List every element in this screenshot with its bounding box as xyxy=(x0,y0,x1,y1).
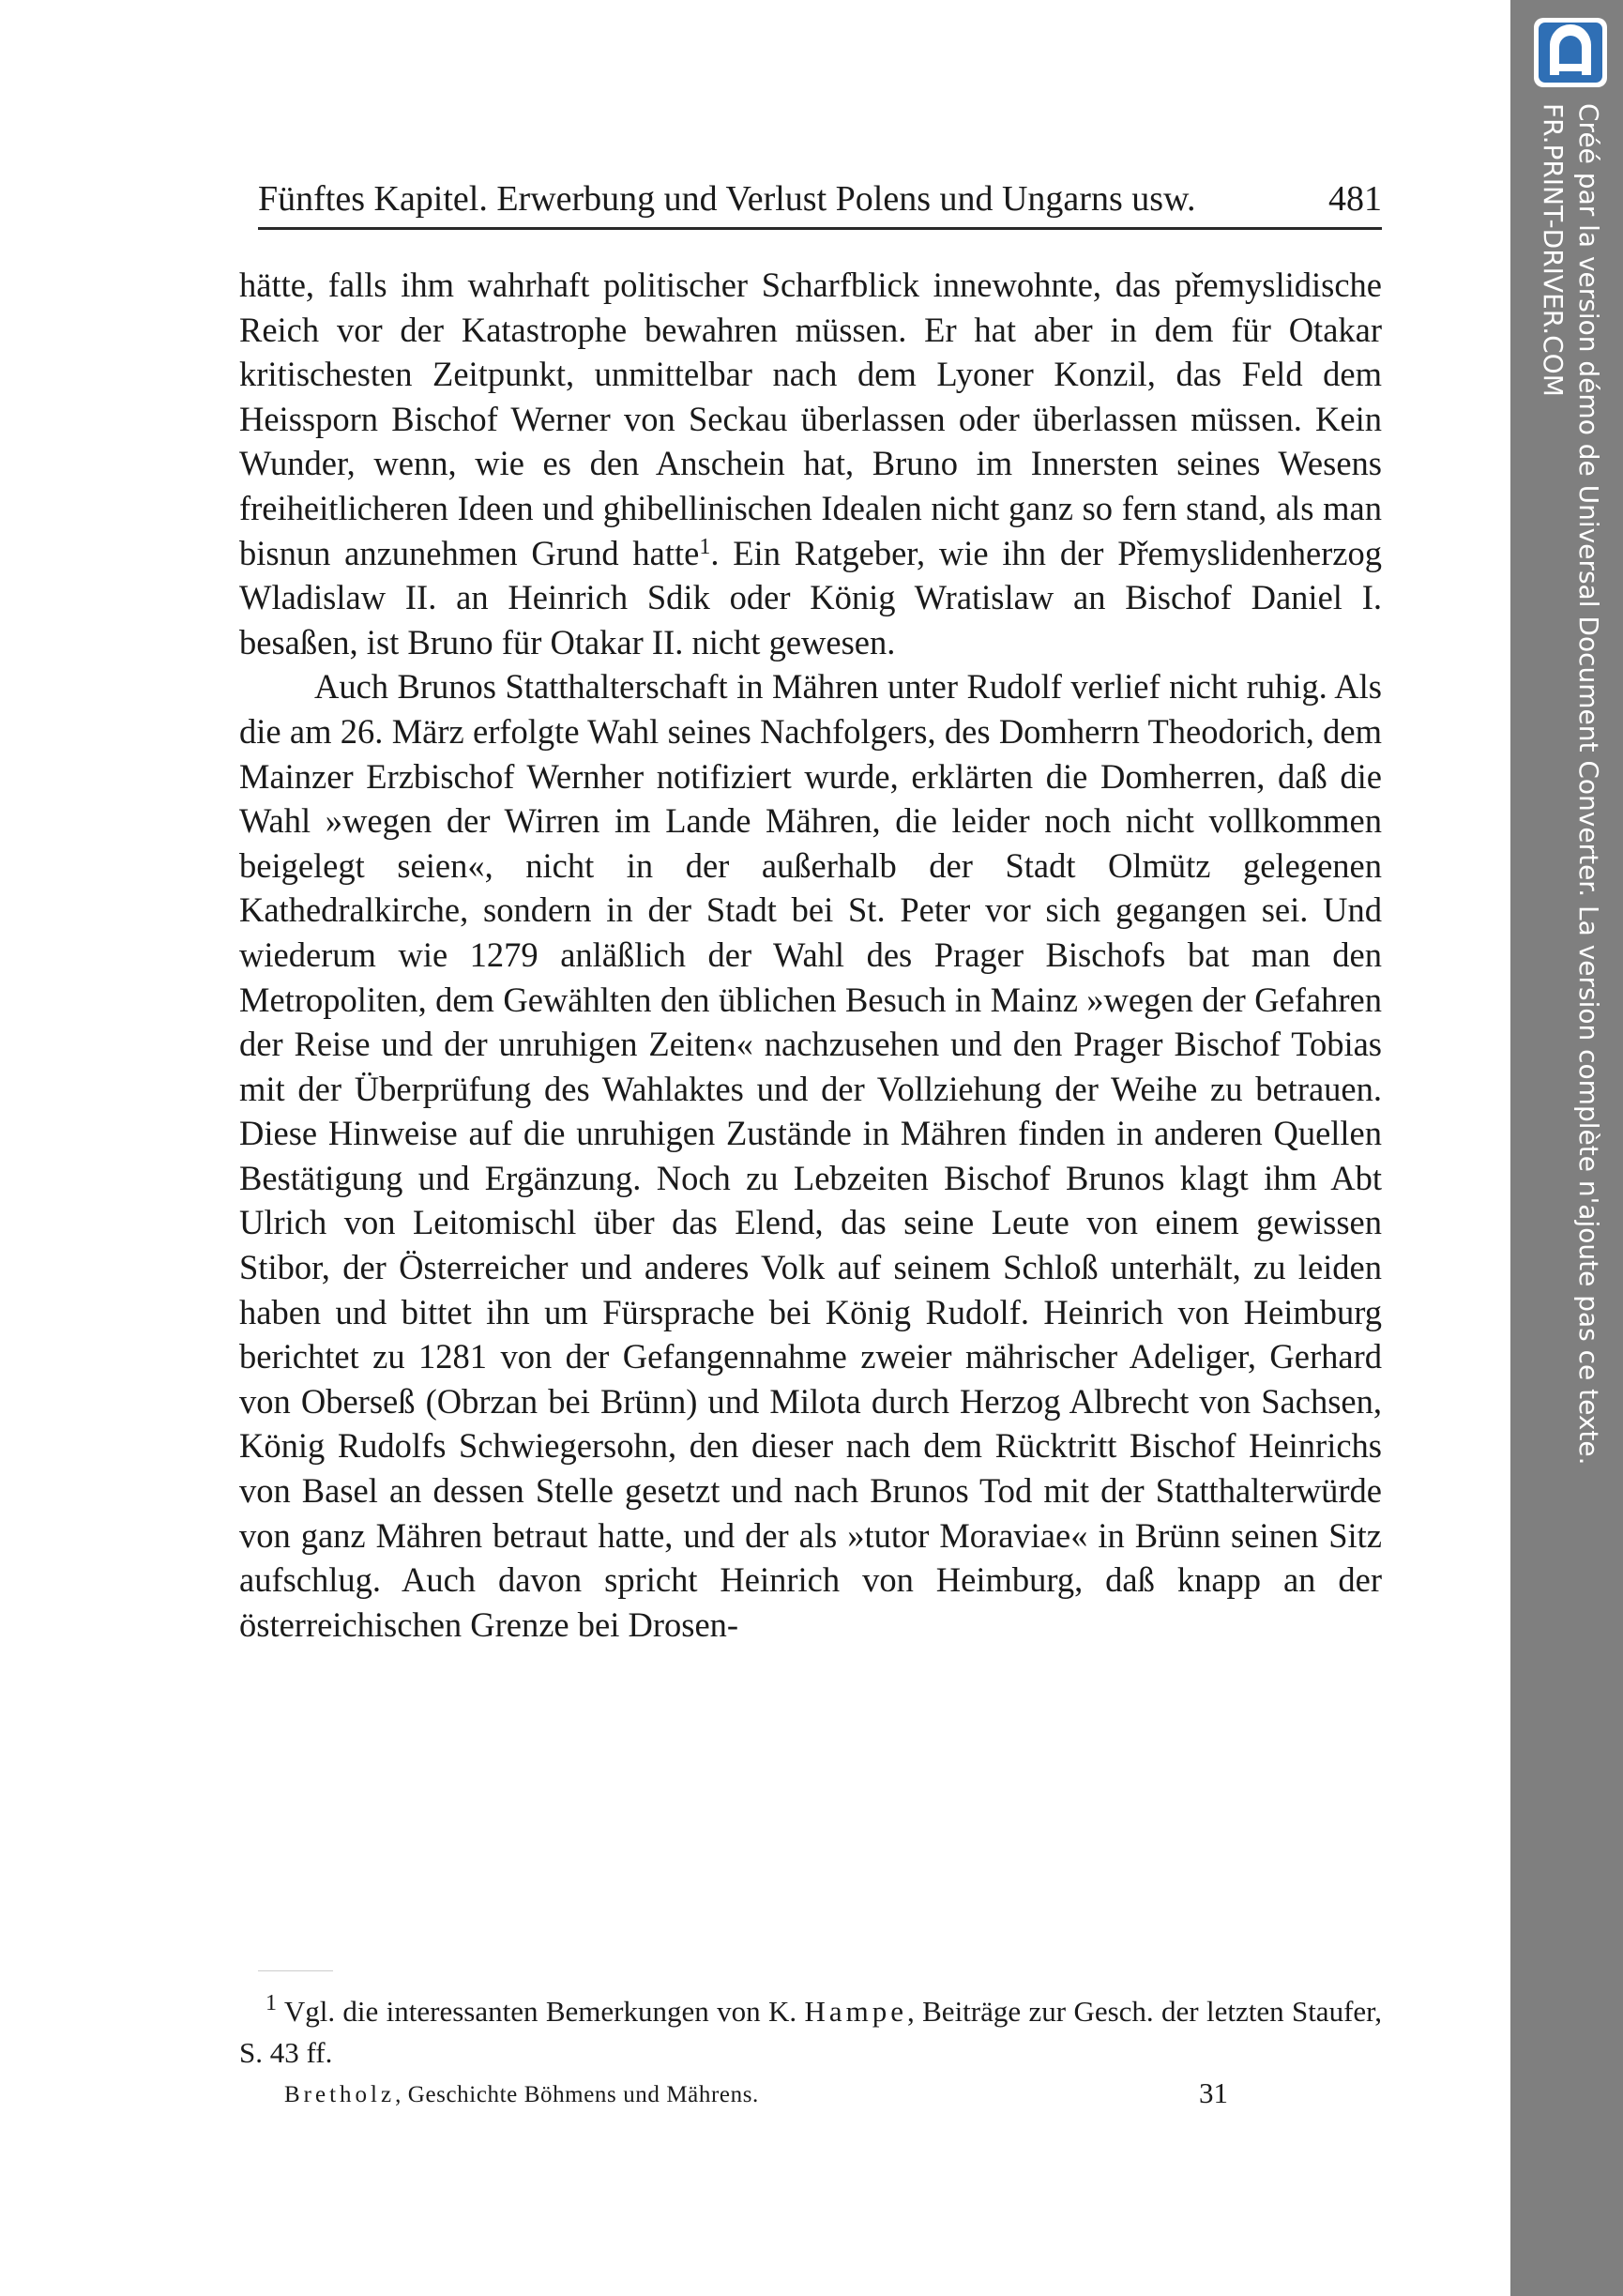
header-rule xyxy=(258,227,1382,230)
watermark-line-2: FR.PRINT-DRIVER.COM xyxy=(1538,103,1569,397)
udc-logo-icon xyxy=(1533,17,1608,88)
signature-line xyxy=(284,2075,759,2116)
footnote-rule xyxy=(258,1970,333,1971)
signature-number: 31 xyxy=(1199,2076,1228,2109)
body-text xyxy=(239,263,1382,1647)
watermark-line-1: Créé par la version démo de Universal Document Converter. La version complète n'ajoute pas ce texte. xyxy=(1573,103,1604,1466)
signature-title: , Geschichte Böhmens und Mährens. xyxy=(395,2082,759,2107)
footnote-author: Hampe xyxy=(804,1995,908,2028)
running-header xyxy=(239,175,1382,223)
page-number: 481 xyxy=(1328,179,1382,219)
paragraph-1-text: hätte, falls ihm wahrhaft politischer Scharfblick innewohnte, das přemyslidische Reich vor der Katastrophe bewahren müssen. Er hat aber in dem für Otakar kritischesten Zeitpunkt, unmittelbar nach dem Lyoner Konzil, das Feld dem Heissporn Bischof Werner von Seckau überlassen oder überlassen müssen. Kein Wunder, wenn, wie es den Anschein hat, Bruno im Innersten seines Wesens freiheitlicheren Ideen und ghibellinischen Idealen nicht ganz so fern stand, als man bisnun anzunehmen Grund hatte xyxy=(239,266,1382,572)
chapter-title: Fünftes Kapitel. Erwerbung und Verlust Polens und Ungarns usw. xyxy=(258,179,1196,219)
watermark-text xyxy=(1535,103,1606,1980)
footnote-reference: 1 xyxy=(699,534,711,559)
footnote xyxy=(239,1991,1382,2074)
footnote-marker: 1 xyxy=(265,1991,277,2015)
paragraph-1 xyxy=(239,263,1382,664)
footnote-text xyxy=(239,1991,1382,2074)
footnote-text-after: , Beiträge zur Gesch. der letzten Staufer, S. 43 ff. xyxy=(239,1995,1382,2069)
signature-author: Bretholz xyxy=(284,2082,396,2107)
footnote-text-before: Vgl. die interessanten Bemerkungen von K. xyxy=(283,1995,805,2028)
paragraph-1-text-cont: . Ein Ratgeber, wie ihn der Přemyslidenherzog Wladislaw II. an Heinrich Sdik oder König Wratislaw an Bischof Daniel I. besaßen, ist Bruno für Otakar II. nicht gewesen. xyxy=(239,533,1383,661)
paragraph-2: Auch Brunos Statthalterschaft in Mähren unter Rudolf verlief nicht ruhig. Als die am 26. März erfolgte Wahl seines Nachfolgers, des Domherrn Theodorich, dem Mainzer Erzbischof Wernher notifiziert wurde, erklärten die Domherren, daß die Wahl »wegen der Wirren im Lande Mähren, die leider noch nicht vollkommen beigelegt seien«, nicht in der außerhalb der Stadt Olmütz gelegenen Kathedralkirche, sondern in der Stadt bei St. Peter vor sich gegangen sei. Und wiederum wie 1279 anläßlich der Wahl des Prager Bischofs bat man den Metropoliten, dem Gewählten den üblichen Besuch in Mainz »wegen der Gefahren der Reise und der unruhigen Zeiten« nachzusehen und den Prager Bischof Tobias mit der Überprüfung des Wahlaktes und der Vollziehung der Weihe zu betrauen. Diese Hinweise auf die unruhigen Zustände in Mähren finden in anderen Quellen Bestätigung und Ergänzung. Noch zu Lebzeiten Bischof Brunos klagt ihm Abt Ulrich von Leitomischl über das Elend, das seine Leute von einem gewissen Stibor, der Österreicher und anderes Volk auf seinem Schloß unterhält, zu leiden haben und bittet ihn um Fürsprache bei König Rudolf. Heinrich von Heimburg berichtet zu 1281 von der Gefangennahme zweier mährischer Adeliger, Gerhard von Oberseß (Obrzan bei Brünn) und Milota durch Herzog Albrecht von Sachsen, König Rudolfs Schwiegersohn, den dieser nach dem Rücktritt Bischof Heinrichs von Basel an dessen Stelle gesetzt und nach Brunos Tod mit der Statthalterwürde von ganz Mähren betraut hatte, und der als »tutor Moraviae« in Brünn seinen Sitz aufschlug. Auch davon spricht Heinrich von Heimburg, daß knapp an der österreichischen Grenze bei Drosen- xyxy=(239,667,1382,1644)
